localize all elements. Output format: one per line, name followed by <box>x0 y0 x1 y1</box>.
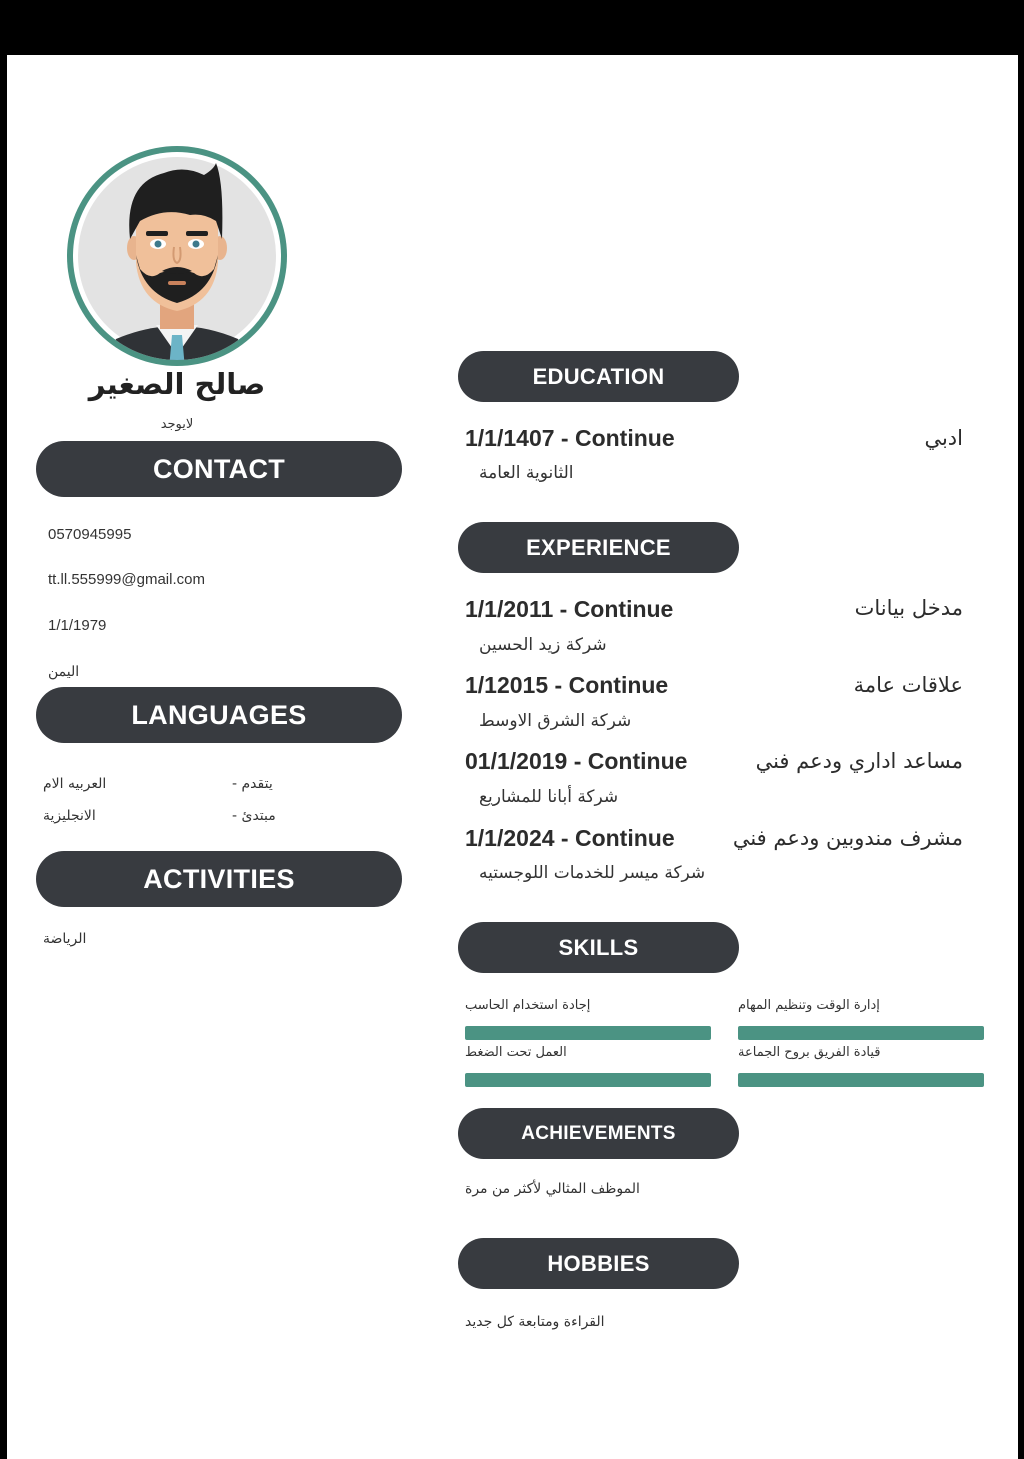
experience-date: 01/1/2019 - Continue <box>465 748 688 774</box>
skill-bar <box>738 1073 984 1087</box>
experience-title: مشرف مندوبين ودعم فني <box>732 826 963 850</box>
person-name: صالح الصغير <box>88 367 266 401</box>
contact-country: اليمن <box>48 663 80 679</box>
experience-heading: EXPERIENCE <box>458 522 739 573</box>
experience-date: 1/12015 - Continue <box>465 672 669 698</box>
resume-page <box>7 55 1018 1459</box>
contact-birthdate: 1/1/1979 <box>48 617 107 634</box>
experience-title: مدخل بيانات <box>854 596 963 620</box>
language-level: يتقدم - <box>232 776 273 792</box>
skill-bar <box>465 1073 711 1087</box>
experience-company: شركة ميسر للخدمات اللوجستيه <box>479 863 706 883</box>
activity-item: الرياضة <box>43 931 87 947</box>
avatar-illustration <box>64 143 290 369</box>
language-level: مبتدئ - <box>232 808 276 824</box>
experience-company: شركة الشرق الاوسط <box>479 711 632 731</box>
hobby-item: القراءة ومتابعة كل جديد <box>465 1314 605 1330</box>
skill-bar <box>738 1026 984 1040</box>
experience-date: 1/1/2024 - Continue <box>465 825 675 851</box>
experience-company: شركة زيد الحسين <box>479 635 607 655</box>
skill-label: إجادة استخدام الحاسب <box>465 998 591 1013</box>
experience-title: علاقات عامة <box>853 673 963 697</box>
languages-heading: LANGUAGES <box>36 687 402 743</box>
achievement-item: الموظف المثالي لأكثر من مرة <box>465 1181 640 1197</box>
education-heading: EDUCATION <box>458 351 739 402</box>
skill-label: العمل تحت الضغط <box>465 1045 567 1060</box>
skills-heading: SKILLS <box>458 922 739 973</box>
person-subtitle: لايوجد <box>160 417 194 432</box>
achievements-heading: ACHIEVEMENTS <box>458 1108 739 1159</box>
contact-phone: 0570945995 <box>48 526 132 543</box>
experience-date: 1/1/2011 - Continue <box>465 596 674 622</box>
experience-company: شركة أبانا للمشاريع <box>479 787 619 807</box>
activities-heading: ACTIVITIES <box>36 851 402 907</box>
skill-label: إدارة الوقت وتنظيم المهام <box>738 998 880 1013</box>
education-place: الثانوية العامة <box>479 463 574 483</box>
education-title: ادبي <box>924 426 963 450</box>
hobbies-heading: HOBBIES <box>458 1238 739 1289</box>
avatar <box>64 143 290 369</box>
contact-heading: CONTACT <box>36 441 402 497</box>
contact-email: tt.ll.555999@gmail.com <box>48 571 205 588</box>
language-name: العربيه الام <box>43 776 107 792</box>
education-date: 1/1/1407 - Continue <box>465 425 675 451</box>
experience-title: مساعد اداري ودعم فني <box>755 749 963 773</box>
language-name: الانجليزية <box>43 808 96 824</box>
skill-bar <box>465 1026 711 1040</box>
skill-label: قيادة الفريق بروح الجماعة <box>738 1045 881 1060</box>
